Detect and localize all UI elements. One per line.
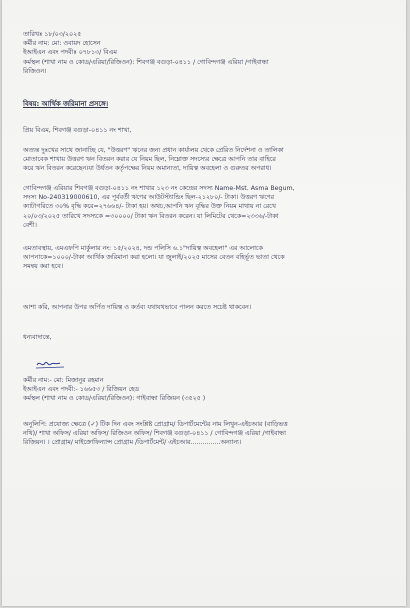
signatory-block [23,376,395,404]
paragraph-line: এমতাবস্থায়, এমএফপি মার্কুলার নং: ১৫/২০২৪, দন্ড পলিসি ৬.১"দায়িত্ব অবহেলা" এর আলোকে [23,245,263,252]
paragraph-line: মোতাবেক শাখায় উত্তরণ ঋন বিতরন করার যে নিয়ম ছিল, নিম্নোক্ত সদস্যের ক্ষেত্রে আপনি তার বাহিরে [23,156,276,164]
paragraph-line: অত্যন্ত দুঃখের সাথে জানাচ্ছি যে, "উত্তরণ" ঋনের জন্য প্রধান কার্যালয় থেকে প্রেরিত নির্দেশনা ও তালিকা [23,147,284,154]
letter-header [23,30,395,76]
paragraph-line: ক্যাটাগরিতে ৩০% বৃদ্ধি করে=২৭৬৬৪/- টাকা হয়। অথচ,আপনি ঋন বৃদ্ধির উক্ত নিয়ম মাথায় না রেখে [23,203,276,211]
signature-scribble [34,356,74,372]
signatory-name: কর্মীর নাম:- মো: মিজানুর রহমান [23,377,104,384]
paragraph-four: আশা করি, আপনার উপর অর্পিত দায়িত্ব ও কর্তব্য যথাযথভাবে পালন করতে সচেষ্ট থাকবেন। [23,304,252,311]
employee-name: কর্মীর নাম: মো: ওবায়দ হোসেন [23,40,101,48]
copy-to-block [23,420,395,448]
paragraph-line: গোবিন্দগঞ্জ এরিয়ার শিবগঞ্জ বগুড়া-০৪১১ নং শাখার ১২৩ নং কেন্দ্রের সদস্য Name-Mst. Asma Begum, [23,185,295,192]
handwritten-signature [34,356,74,372]
closing-line: ধন্যবাদান্তে, [23,334,52,341]
paragraph-line: সদস্য No-240319000610, এর পূর্ববর্তী ঋণের আউটস্ট্যান্ডিং ছিল-২১২৮০/- টাকা। উত্তরণ ঋণের [23,194,275,202]
paragraph-line: বেশী। [23,221,37,229]
paragraph-line: সমন্বয় করা হবে। [23,263,63,271]
paragraph-line: করে ঋন বিতরন করেছেন।যা উর্ধতন কর্তৃপক্ষের নিয়ম অমান্যতা, দায়িত্ব অবহেলা ও গুরুতর অপরাধ। [23,165,272,173]
date-line: তারিখঃ ১৮/০৩/২০২৫ [23,31,82,38]
letter-page [2,0,406,606]
copy-to-line: রিজিয়ন। । প্রোগ্রাম/ মাইক্রোফিন্যান্স প্রোগ্রাম /ডিপার্টমেন্ট/ এইচআর...............অন্যান্য। [23,439,242,447]
paragraph-one [23,146,395,174]
paragraph-two [23,184,395,230]
employee-workplace-cont: রিজিওন। [23,67,47,75]
subject-line: বিষয়: আর্থিক জরিমানা প্রসঙ্গে। [23,100,109,108]
signatory-id-designation: ইআইএন এবং পদবী:- ১৬৬৫৩ / রিজিয়ন হেড [23,386,139,394]
salutation: প্রিয় বিএম, শিবগঞ্জ বগুড়া-০৪১১ নং শাখা, [23,127,132,134]
copy-to-line: নথি)/ শাখা অফিস/ এরিয়া অফিস/ রিজিওন অফিস/ শিবগঞ্জ বগুড়া-০৪১১ / গোবিন্দগঞ্জ এরিয়া /গাইবান্ধা [23,430,287,438]
employee-workplace: কর্মস্থল (শাখা নাম ও কোড/এরিয়া/রিজিওন): শিবগঞ্জ বগুড়া-০৪১১ / গোবিন্দগঞ্জ এরিয়া /গাইবান্ধা [23,58,269,66]
paragraph-line: ২০/০৩/২০২৫ তারিখে সদস্যকে =৩০০০০/ টাকা ঋন বিতরন করেন। যা লিমিটের থেকে=২৩৩৬/-টাকা [23,212,279,220]
copy-to-line: অনুলিপি: প্রযোজ্য ক্ষেত্রে (✓) টিক দিন এবং সংশ্লিষ্ট প্রোগ্রাম/ ডিপার্টমেন্টের নাম লিখুন-এইচআর (বাড়িভত্ত [23,421,288,428]
signatory-workplace: কর্মস্থল (শাখা নাম ও কোড/এরিয়া/রিজিওন): গাইবান্ধা রিজিয়ন (৩৫২৫ ) [23,395,206,403]
paragraph-line: আপনাকে=১০০০/-টাকা আর্থিক জরিমানা করা হলো। যা জুলাই/২০২৫ মাসের বেতন বহির্ভূত ভাতা থেকে [23,254,285,262]
paragraph-three [23,244,395,272]
employee-id-designation: ইআইএন এবং পদবীঃ ০৭৮১৩/ বিএম [23,49,117,57]
